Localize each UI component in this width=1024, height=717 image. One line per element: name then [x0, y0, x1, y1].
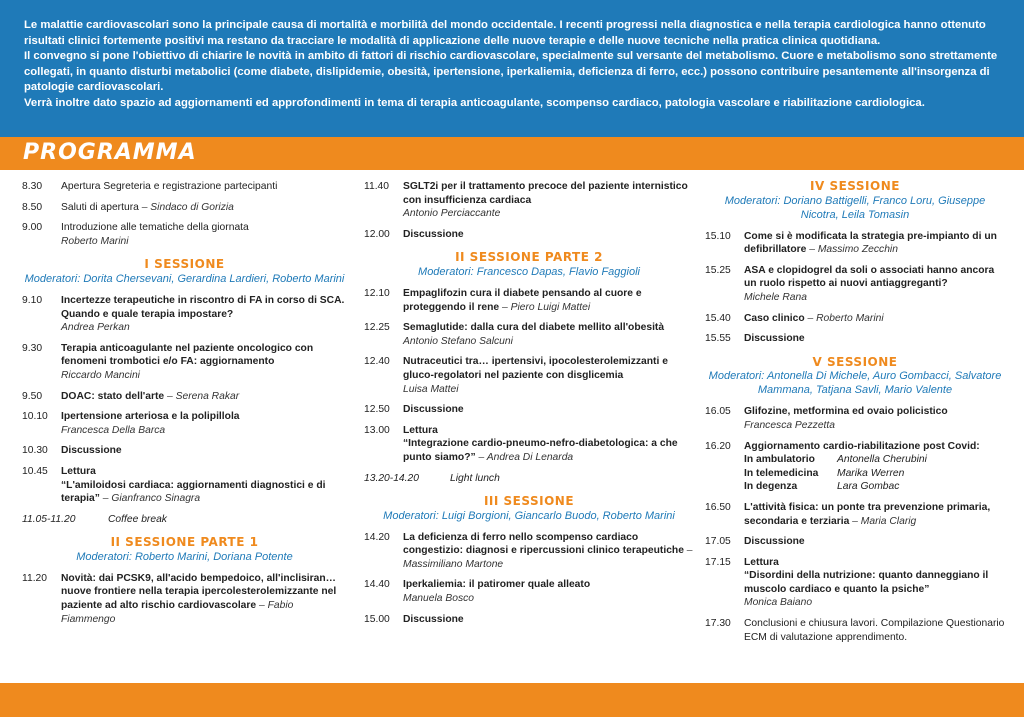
program-item — [705, 264, 1005, 305]
session-header — [364, 251, 694, 279]
program-item — [22, 201, 347, 215]
item-speaker: Roberto Marini — [61, 235, 129, 247]
item-title: Nutraceutici tra… ipertensivi, ipocolesterolemizzanti e gluco-regolatori nel paziente con disglicemia — [403, 356, 668, 381]
session-moderators: Moderatori: Antonella Di Michele, Auro Gombacci, Salvatore Mammana, Tatjana Savli, Mario Valente — [708, 370, 1002, 397]
item-time: 12.10 — [364, 287, 390, 299]
item-title: Empaglifozin cura il diabete pensando al cuore e proteggendo il rene — [403, 287, 642, 313]
session-header — [364, 495, 694, 523]
item-speaker: Manuela Bosco — [403, 593, 474, 605]
sub-item-speaker: Lara Gombac — [837, 481, 900, 493]
session-moderators: Moderatori: Roberto Marini, Doriana Potente — [76, 550, 293, 563]
item-title: Ipertensione arteriosa e la polipillola — [61, 411, 240, 423]
item-speaker: – Massimiliano Martone — [403, 545, 693, 570]
item-time: 14.20 — [364, 531, 390, 543]
item-title: Discussione — [403, 613, 464, 625]
item-title: Discussione — [403, 404, 464, 416]
item-title: Discussione — [744, 333, 805, 345]
program-item — [364, 424, 694, 465]
item-speaker: Antonio Perciaccante — [403, 208, 501, 220]
item-time: 13.00 — [364, 424, 390, 436]
item-speaker: Francesca Pezzetta — [744, 419, 835, 431]
program-item — [22, 444, 347, 458]
session-header — [22, 536, 347, 564]
session-title: II SESSIONE PARTE 2 — [455, 250, 603, 265]
programma-banner — [0, 137, 1024, 170]
item-title: Lettura — [744, 556, 779, 568]
item-time: 15.25 — [705, 264, 731, 276]
session-moderators: Moderatori: Francesco Dapas, Flavio Faggioli — [418, 265, 640, 278]
item-title: DOAC: stato dell'arte — [61, 390, 165, 402]
sub-item — [744, 453, 1005, 467]
item-time: 13.20-14.20 — [364, 472, 419, 484]
item-time: 16.50 — [705, 501, 731, 513]
program-item — [22, 465, 347, 506]
program-item — [705, 312, 1005, 326]
item-title: Glifozine, metformina ed ovaio policistico — [744, 406, 948, 418]
item-title: Light lunch — [450, 472, 500, 484]
session-moderators: Moderatori: Luigi Borgioni, Giancarlo Buodo, Roberto Marini — [383, 509, 675, 522]
item-speaker: Riccardo Mancini — [61, 369, 140, 381]
item-title: Lettura — [61, 465, 96, 477]
item-time: 11.40 — [364, 181, 390, 192]
item-title: Terapia anticoagulante nel paziente oncologico con fenomeni trombotici e/o FA: aggiornamento — [61, 342, 314, 368]
item-title: Incertezze terapeutiche in riscontro di FA in corso di SCA. Quando e quale terapia impostare? — [61, 294, 345, 320]
intro-paragraph: Il convegno si pone l'obiettivo di chiarire le novità in ambito di fattori di rischio cardiovascolare, specialmente sul versante del metabolismo. Cuore e metabolismo sono strettamente collegati, in quanto disturbi metabolici (come diabete, dislipidemie, obesità, ipertensione, iperkaliemia, deficienza di ferro, ecc.) possono contribuire pesantemente all'insorgenza di patologie cardiovascolari. — [24, 50, 998, 94]
program-item — [364, 578, 694, 605]
item-time: 16.20 — [705, 440, 731, 452]
item-time: 12.50 — [364, 404, 390, 416]
item-speaker: Michele Rana — [744, 291, 807, 303]
item-time: 11.20 — [22, 572, 48, 584]
session-title: V SESSIONE — [812, 354, 898, 369]
item-time: 8.30 — [22, 181, 43, 192]
item-time: 10.10 — [22, 411, 48, 423]
program-item — [364, 531, 694, 572]
program-item — [705, 535, 1005, 549]
item-title: Saluti di apertura — [61, 201, 139, 213]
item-time: 9.50 — [22, 390, 43, 402]
program-item — [364, 180, 694, 221]
sub-item-speaker: Antonella Cherubini — [837, 454, 927, 466]
session-header — [705, 180, 1005, 222]
program-column-2 — [364, 180, 694, 633]
item-title: L'attività fisica: un ponte tra prevenzione primaria, secondaria e terziaria — [744, 501, 991, 527]
item-time: 17.05 — [705, 536, 731, 548]
item-title: Come si è modificata la strategia pre-impianto di un defibrillatore — [744, 230, 997, 256]
item-speaker: – Roberto Marini — [804, 312, 884, 324]
item-speaker: Luisa Mattei — [403, 383, 459, 395]
item-title: La deficienza di ferro nello scompenso cardiaco congestizio: diagnosi e ripercussioni clinico terapeutiche — [403, 531, 684, 557]
program-item — [22, 390, 347, 404]
item-speaker: – Andrea Di Lenarda — [475, 451, 574, 463]
item-time: 15.00 — [364, 613, 390, 625]
item-title: Coffee break — [108, 513, 167, 525]
item-speaker: – Fabio Fiammengo — [61, 600, 294, 625]
program-item — [705, 332, 1005, 346]
intro-paragraph: Verrà inoltre dato spazio ad aggiornamenti ed approfondimenti in tema di terapia anticoagulante, scompenso cardiaco, patologia vascolare e riabilitazione cardiologica. — [24, 96, 925, 109]
item-time: 16.05 — [705, 406, 731, 418]
session-title: I SESSIONE — [144, 257, 225, 272]
program-column-3 — [705, 180, 1005, 651]
item-time: 10.30 — [22, 445, 48, 457]
program-item — [22, 221, 347, 248]
item-time: 12.40 — [364, 356, 390, 368]
session-moderators: Moderatori: Dorita Chersevani, Gerardina Lardieri, Roberto Marini — [24, 272, 345, 285]
item-title: Discussione — [403, 228, 464, 240]
item-lecture-title: “Disordini della nutrizione: quanto danneggiano il muscolo cardiaco e quanto la psiche” — [744, 570, 989, 595]
item-title: SGLT2i per il trattamento precoce del paziente internistico con insufficienza cardiaca — [403, 181, 688, 206]
item-title: Conclusioni e chiusura lavori. Compilazione Questionario ECM di valutazione apprendimento. — [744, 618, 1005, 643]
program-item — [705, 440, 1005, 494]
item-time: 12.25 — [364, 322, 390, 334]
item-time: 17.15 — [705, 556, 731, 568]
sub-item-label: In telemedicina — [744, 467, 819, 479]
item-time: 15.10 — [705, 230, 731, 242]
item-time: 8.50 — [22, 201, 43, 213]
item-title: Caso clinico — [744, 312, 805, 324]
program-item — [705, 617, 1005, 644]
banner-title: PROGRAMMA — [23, 140, 197, 165]
program-item — [22, 342, 347, 383]
item-lecture-title: “L'amiloidosi cardiaca: aggiornamenti diagnostici e di terapia” — [61, 479, 326, 505]
program-item — [22, 294, 347, 335]
program-item — [364, 321, 694, 348]
item-time: 9.10 — [22, 294, 43, 306]
item-speaker: – Piero Luigi Mattei — [499, 301, 591, 313]
program-item — [22, 410, 347, 437]
program-item — [22, 513, 347, 527]
session-header — [22, 258, 347, 286]
footer-band — [0, 683, 1024, 717]
intro-paragraph: Le malattie cardiovascolari sono la principale causa di mortalità e morbilità del mondo occidentale. I recenti progressi nella diagnostica e nella terapia cardiologica hanno ottenuto risultati clinici fortemente positivi ma restano da tracciare le modalità di applicazione delle nuove terapie e delle nuove tecniche nella pratica clinica quotidiana. — [24, 19, 986, 47]
program-item — [364, 472, 694, 486]
item-speaker: – Serena Rakar — [164, 390, 240, 402]
item-time: 10.45 — [22, 465, 48, 477]
program-item — [705, 556, 1005, 610]
sub-item — [744, 467, 1005, 481]
item-speaker: Francesca Della Barca — [61, 424, 166, 436]
program-item — [364, 228, 694, 242]
item-title: Discussione — [744, 536, 805, 548]
item-title: Aggiornamento cardio-riabilitazione post Covid: — [744, 440, 980, 452]
intro-box — [0, 0, 1024, 137]
program-column-1 — [22, 180, 347, 633]
sub-item — [744, 480, 1005, 494]
item-lecture-title: “Integrazione cardio-pneumo-nefro-diabetologica: a che punto siamo?” — [403, 438, 678, 463]
item-title: Novità: dai PCSK9, all'acido bempedoico, all'inclisiran… nuove frontiere nella terapia ipercolesterolemizzante nel paziente ad alto rischio cardiovascolare — [61, 572, 337, 612]
sub-item-speaker: Marika Werren — [837, 467, 905, 479]
program-item — [364, 355, 694, 396]
program-item — [705, 501, 1005, 528]
session-header — [705, 356, 1005, 398]
session-title: II SESSIONE PARTE 1 — [110, 535, 259, 550]
item-time: 9.00 — [22, 222, 43, 234]
item-speaker: – Massimo Zecchin — [806, 244, 898, 256]
sub-item-label: In degenza — [744, 481, 798, 493]
item-title: Lettura — [403, 424, 438, 436]
item-time: 9.30 — [22, 342, 43, 354]
item-speaker: Monica Baiano — [744, 597, 813, 609]
item-title: Introduzione alle tematiche della giornata — [61, 222, 249, 234]
item-title: Apertura Segreteria e registrazione partecipanti — [61, 181, 278, 192]
program-item — [705, 405, 1005, 432]
item-speaker: – Gianfranco Sinagra — [99, 493, 201, 505]
item-title: Semaglutide: dalla cura del diabete mellito all'obesità — [403, 322, 665, 334]
item-speaker: – Maria Clarig — [849, 515, 917, 527]
item-speaker: Antonio Stefano Salcuni — [403, 335, 513, 347]
item-time: 14.40 — [364, 579, 390, 591]
program-item — [705, 230, 1005, 257]
program-item — [22, 572, 347, 626]
item-time: 11.05-11.20 — [22, 513, 76, 525]
item-speaker: Andrea Perkan — [61, 322, 130, 334]
item-time: 15.40 — [705, 312, 731, 324]
item-time: 15.55 — [705, 333, 731, 345]
item-speaker: – Sindaco di Gorizia — [138, 201, 234, 213]
session-title: III SESSIONE — [483, 494, 575, 509]
program-item — [364, 287, 694, 314]
item-time: 17.30 — [705, 618, 731, 630]
program-item — [22, 180, 347, 194]
item-title: Discussione — [61, 445, 122, 457]
item-time: 12.00 — [364, 228, 390, 240]
session-moderators: Moderatori: Doriano Battigelli, Franco Loru, Giuseppe Nicotra, Leila Tomasin — [724, 194, 986, 221]
program-item — [364, 403, 694, 417]
item-title: ASA e clopidogrel da soli o associati hanno ancora un ruolo rispetto ai nuovi antiaggreganti? — [744, 264, 995, 290]
program-item — [364, 613, 694, 627]
session-title: IV SESSIONE — [810, 179, 900, 193]
sub-item-label: In ambulatorio — [744, 454, 815, 466]
item-title: Iperkaliemia: il patiromer quale alleato — [403, 579, 591, 591]
